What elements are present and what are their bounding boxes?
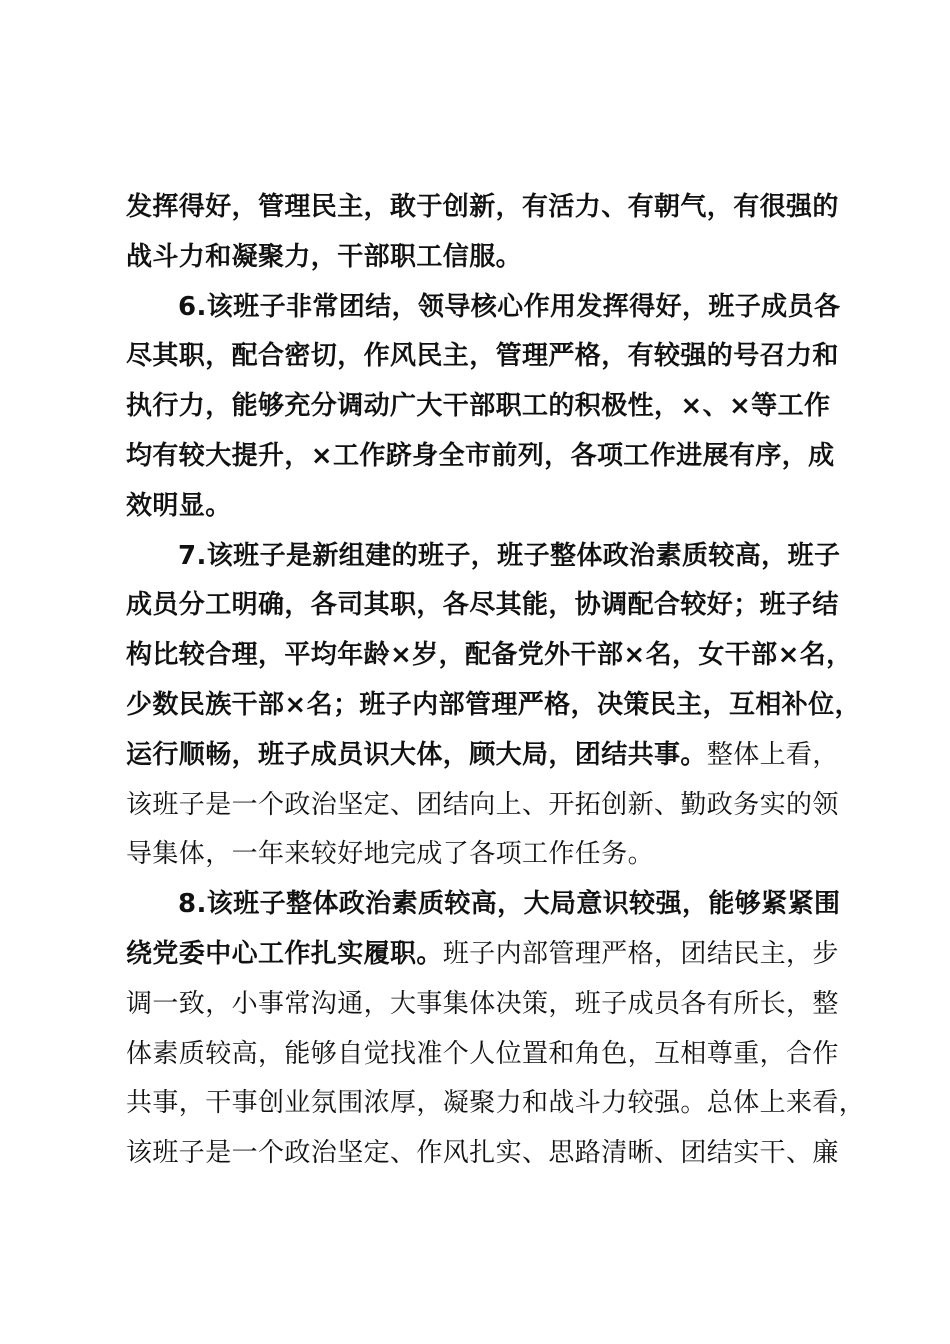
text-line-normal: 该班子是一个政治坚定、作风扎实、思路清晰、团结实干、廉: [126, 1138, 839, 1169]
text-line: [126, 980, 838, 1030]
text-line: [126, 432, 838, 482]
text-line-bold: 执行力，能够充分调动广大干部职工的积极性，×、×等工作: [126, 391, 831, 422]
text-line: [126, 233, 838, 283]
text-line-normal: 调一致，小事常沟通，大事集体决策，班子成员各有所长，整: [126, 988, 839, 1019]
text-line: [126, 731, 838, 781]
text-line: [126, 1030, 838, 1080]
text-line-normal: 班子内部管理严格，团结民主，步: [442, 938, 839, 969]
text-line-bold: 效明显。: [126, 490, 232, 521]
text-line-bold: 战斗力和凝聚力，干部职工信服。: [126, 241, 523, 272]
text-line-normal: 共事，干事创业氛围浓厚，凝聚力和战斗力较强。总体上来看，: [126, 1088, 866, 1119]
body-text: [126, 183, 866, 1179]
text-line: [126, 382, 838, 432]
paragraph-8-start: [126, 880, 841, 930]
text-line: [126, 930, 838, 980]
text-line-bold: 发挥得好，管理民主，敢于创新，有活力、有朝气，有很强的: [126, 192, 839, 222]
text-line-bold: 均有较大提升，×工作跻身全市前列，各项工作进展有序，成: [126, 440, 835, 471]
text-line-normal: 体素质较高，能够自觉找准个人位置和角色，互相尊重，合作: [126, 1038, 839, 1069]
text-line: [126, 631, 853, 681]
text-line-normal: 该班子是一个政治坚定、团结向上、开拓创新、勤政务实的领: [126, 789, 839, 820]
text-line: [126, 183, 838, 233]
text-line: [126, 581, 838, 631]
text-line-bold: 7.该班子是新组建的班子，班子整体政治素质较高，班子: [178, 540, 841, 571]
text-line-bold: 尽其职，配合密切，作风民主，管理严格，有较强的号召力和: [126, 341, 839, 372]
text-line: [126, 1129, 838, 1179]
text-line: [126, 1079, 866, 1129]
text-line-bold: 绕党委中心工作扎实履职。: [126, 938, 443, 969]
text-line-bold: 少数民族干部×名；班子内部管理严格，决策民主，互相补位，: [126, 689, 861, 720]
paragraph-6-start: [126, 283, 841, 333]
text-line-bold: 8.该班子整体政治素质较高，大局意识较强，能够紧紧围: [178, 889, 841, 920]
text-line: [126, 830, 838, 880]
text-line: [126, 482, 838, 532]
text-line-bold: 构比较合理，平均年龄×岁，配备党外干部×名，女干部×名，: [126, 640, 853, 671]
text-line-bold: 成员分工明确，各司其职，各尽其能，协调配合较好；班子结: [126, 590, 839, 621]
text-line-normal: 整体上看，: [706, 739, 839, 770]
text-line-bold: 运行顺畅，班子成员识大体，顾大局，团结共事。: [126, 739, 707, 770]
text-line: [126, 781, 838, 831]
paragraph-7-start: [126, 532, 841, 582]
text-line: [126, 332, 838, 382]
text-line-bold: 6.该班子非常团结，领导核心作用发挥得好，班子成员各: [178, 291, 841, 322]
text-line: [126, 681, 861, 731]
text-line-normal: 导集体，一年来较好地完成了各项工作任务。: [126, 839, 655, 870]
